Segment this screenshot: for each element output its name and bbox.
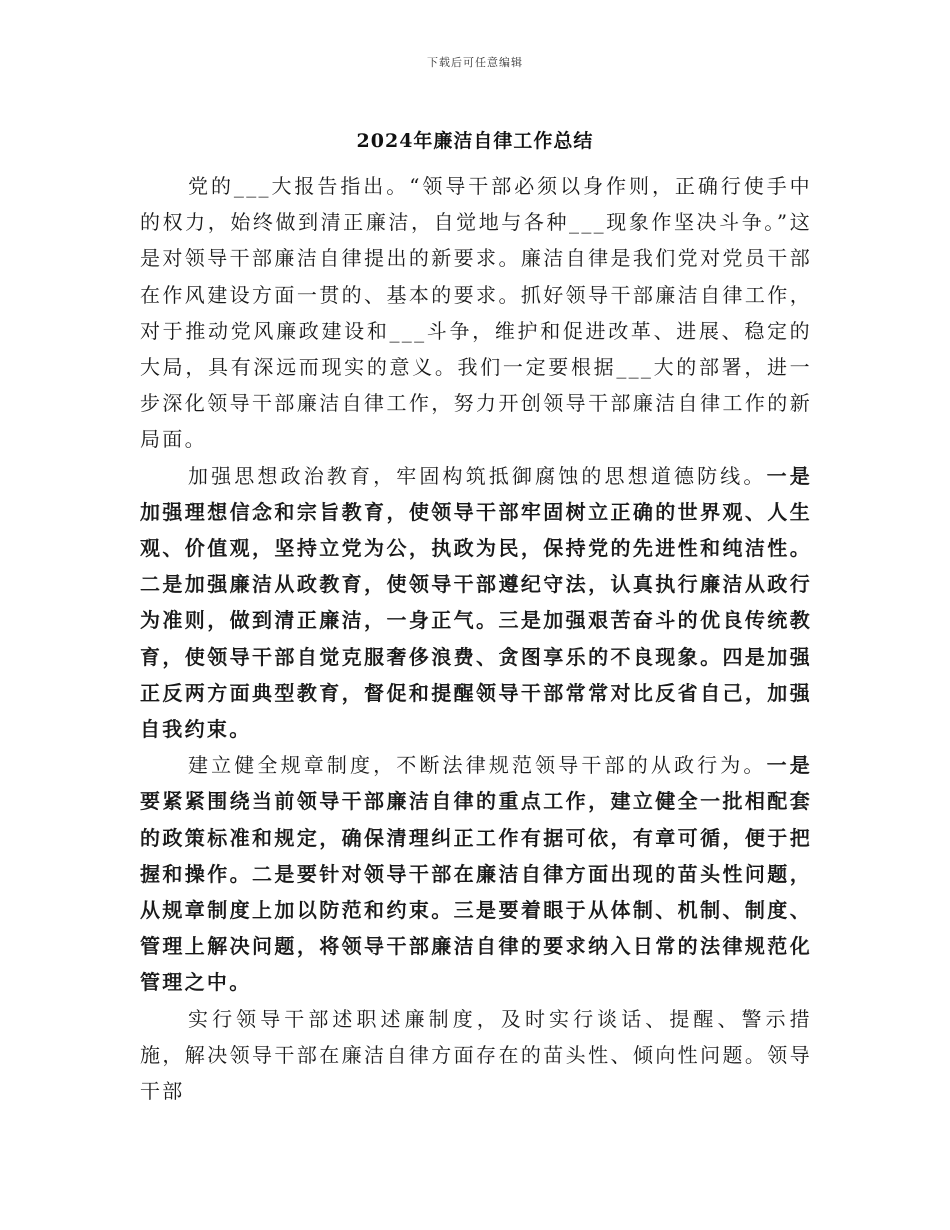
document-title: 2024年廉洁自律工作总结 <box>356 130 594 152</box>
document-body <box>140 168 812 1109</box>
header-note: 下载后可任意编辑 <box>427 56 523 69</box>
paragraph-regulations <box>140 747 812 1000</box>
paragraph-reporting <box>140 1001 812 1110</box>
paragraph-text: 一是加强理想信念和宗旨教育，使领导干部牢固树立正确的世界观、人生观、价值观，坚持立党为公，执政为民，保持党的先进性和纯洁性。二是加强廉洁从政教育，使领导干部遵纪守法，认真执行廉洁从政行为准则，做到清正廉洁，一身正气。三是加强艰苦奋斗的优良传统教育，使领导干部自觉克服奢侈浪费、贪图享乐的不良现象。四是加强正反两方面典型教育，督促和提醒领导干部常常对比反省自己，加强自我约束。 <box>140 463 813 742</box>
paragraph-heading: 加强思想政治教育，牢固构筑抵御腐蚀的思想道德防线。 <box>188 463 767 488</box>
paragraph-intro <box>140 168 812 458</box>
paragraph-text: 党的___大报告指出。“领导干部必须以身作则，正确行使手中的权力，始终做到清正廉洁，自觉地与各种___现象作坚决斗争。”这是对领导干部廉洁自律提出的新要求。廉洁自律是我们党对党员干部在作风建设方面一贯的、基本的要求。抓好领导干部廉洁自律工作，对于推动党风廉政建设和___斗争，维护和促进改革、进展、稳定的大局，具有深远而现实的意义。我们一定要根据___大的部署，进一步深化领导干部廉洁自律工作，努力开创领导干部廉洁自律工作的新局面。 <box>140 174 812 452</box>
paragraph-education <box>140 458 812 748</box>
paragraph-heading: 建立健全规章制度，不断法律规范领导干部的从政行为。 <box>188 753 767 778</box>
paragraph-text: 实行领导干部述职述廉制度，及时实行谈话、提醒、警示措施，解决领导干部在廉洁自律方面存在的苗头性、倾向性问题。领导干部 <box>140 1006 812 1104</box>
paragraph-text: 一是要紧紧围绕当前领导干部廉洁自律的重点工作，建立健全一批相配套的政策标准和规定，确保清理纠正工作有据可依，有章可循，便于把握和操作。二是要针对领导干部在廉洁自律方面出现的苗头性问题，从规章制度上加以防范和约束。三是要着眼于从体制、机制、制度、管理上解决问题，将领导干部廉洁自律的要求纳入日常的法律规范化管理之中。 <box>140 753 813 995</box>
